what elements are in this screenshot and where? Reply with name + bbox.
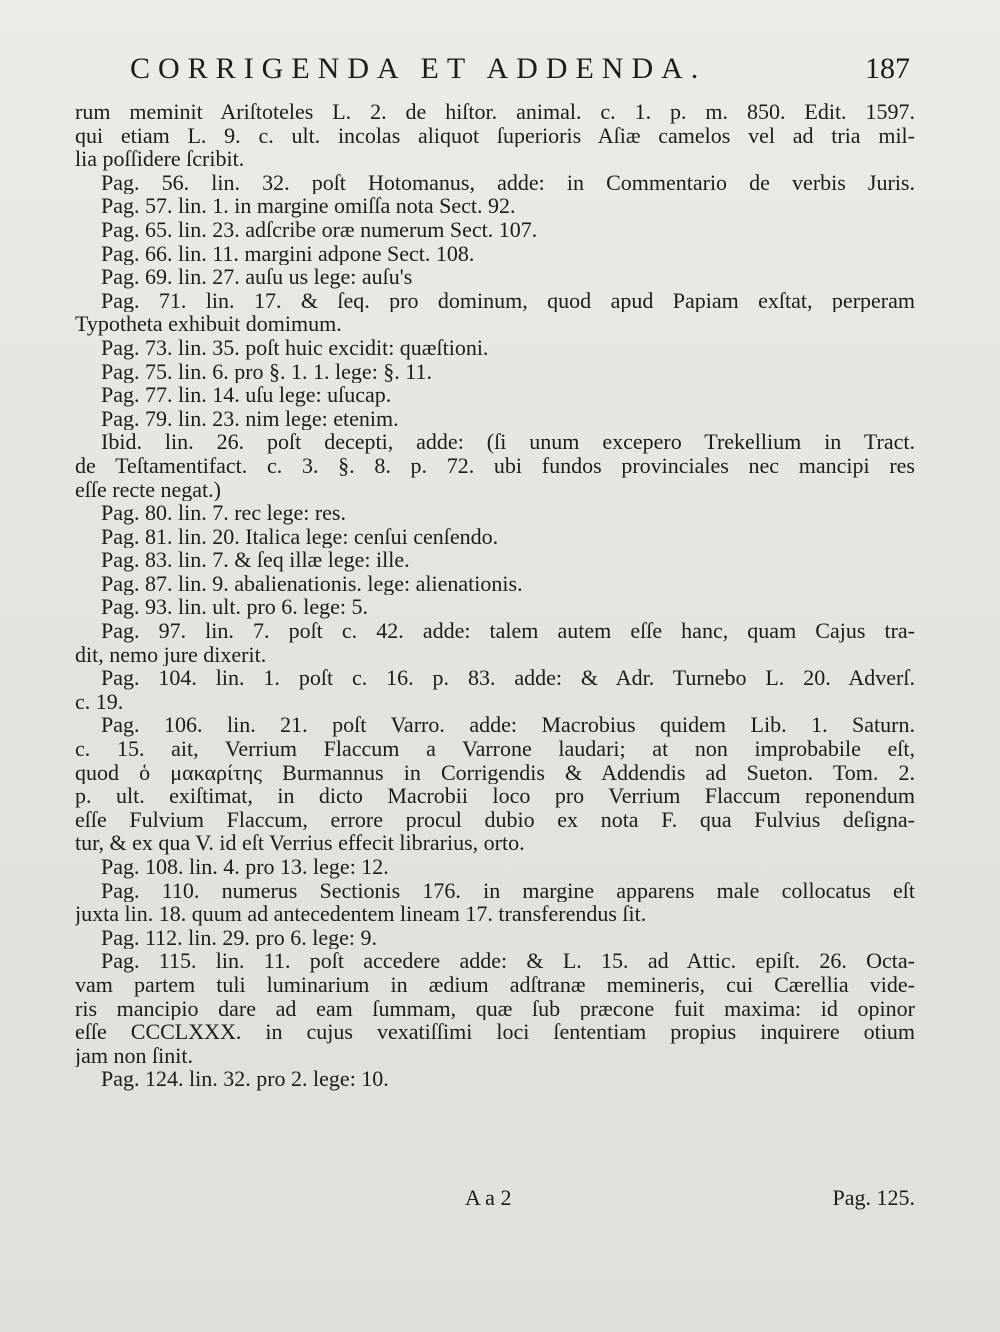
text-line: c. 19. — [75, 689, 124, 714]
text-line: Pag. 66. lin. 11. margini adpone Sect. 108. — [101, 241, 475, 266]
text-line: Typotheta exhibuit domimum. — [75, 312, 342, 336]
text-line: Pag. 108. lin. 4. pro 13. lege: 12. — [101, 855, 389, 879]
page-number: 187 — [865, 52, 910, 85]
text-line: Pag. 75. lin. 6. pro §. 1. 1. lege: §. 11. — [101, 359, 432, 384]
text-line: quod ὁ μακαρίτης Burmannus in Corrigendis & Addendis ad Sueton. Tom. 2. — [75, 760, 915, 785]
running-title: CORRIGENDA ET ADDENDA. — [130, 52, 707, 85]
text-line: eſſe CCCLXXX. in cujus vexatiſſimi loci ſententiam propius inquirere otium — [75, 1020, 915, 1044]
text-line: Pag. 71. lin. 17. & ſeq. pro dominum, quod apud Papiam exſtat, perperam — [101, 288, 915, 313]
text-line: de Teſtamentifact. c. 3. §. 8. p. 72. ubi fundos provinciales nec mancipi res — [75, 453, 915, 478]
text-line: Pag. 106. lin. 21. poſt Varro. adde: Macrobius quidem Lib. 1. Saturn. — [101, 713, 915, 738]
text-line: Pag. 79. lin. 23. nim lege: etenim. — [101, 406, 399, 431]
text-line: eſſe Fulvium Flaccum, errore procul dubio ex nota F. qua Fulvius deſigna- — [75, 807, 915, 832]
text-line: p. ult. exiſtimat, in dicto Macrobii loco pro Verrium Flaccum reponendum — [75, 784, 915, 808]
text-line: Pag. 65. lin. 23. adſcribe oræ numerum Sect. 107. — [101, 217, 538, 242]
text-line: vam partem tuli luminarium in ædium adſtranæ memineris, cui Cærellia vide- — [75, 972, 915, 997]
text-line: ris mancipio dare ad eam ſummam, quæ ſub præcone fuit maxima: id opinor — [75, 996, 915, 1021]
text-line: Pag. 110. numerus Sectionis 176. in margine apparens male collocatus eſt — [101, 878, 915, 903]
text-line: Pag. 115. lin. 11. poſt accedere adde: & L. 15. ad Attic. epiſt. 26. Octa- — [101, 949, 915, 973]
text-line: Pag. 83. lin. 7. & ſeq illæ lege: ille. — [101, 548, 410, 572]
text-line: Pag. 56. lin. 32. poſt Hotomanus, adde: in Commentario de verbis Juris. — [101, 170, 915, 195]
text-line: Pag. 80. lin. 7. rec lege: res. — [101, 501, 346, 525]
text-line: tur, & ex qua V. id eſt Verrius effecit librarius, orto. — [75, 831, 525, 855]
corrigenda-text — [75, 100, 915, 1091]
text-line: qui etiam L. 9. c. ult. incolas aliquot ſuperioris Aſiæ camelos vel ad tria mil- — [75, 123, 915, 148]
text-line: Pag. 77. lin. 14. uſu lege: uſucap. — [101, 383, 392, 407]
text-line: eſſe recte negat.) — [75, 477, 221, 502]
text-line: Pag. 112. lin. 29. pro 6. lege: 9. — [101, 925, 377, 950]
catchword: Pag. 125. — [832, 1185, 915, 1210]
text-line: juxta lin. 18. quum ad antecedentem lineam 17. transferendus ſit. — [75, 902, 647, 926]
signature-mark: A a 2 — [465, 1185, 512, 1210]
text-line: Pag. 124. lin. 32. pro 2. lege: 10. — [101, 1067, 389, 1091]
text-line: Pag. 57. lin. 1. in margine omiſſa nota Sect. 92. — [101, 194, 516, 218]
text-line: Pag. 97. lin. 7. poſt c. 42. adde: talem autem eſſe hanc, quam Cajus tra- — [101, 619, 915, 643]
text-line: jam non ſinit. — [75, 1043, 193, 1068]
text-line: Pag. 81. lin. 20. Italica lege: cenſui cenſendo. — [101, 524, 499, 549]
text-line: Pag. 73. lin. 35. poſt huic excidit: quæſtioni. — [101, 335, 489, 360]
text-line: Ibid. lin. 26. poſt decepti, adde: (ſi unum excepero Trekellium in Tract. — [101, 430, 915, 454]
text-line: Pag. 104. lin. 1. poſt c. 16. p. 83. adde: & Adr. Turnebo L. 20. Adverſ. — [101, 666, 915, 690]
text-line: Pag. 93. lin. ult. pro 6. lege: 5. — [101, 595, 369, 620]
text-line: Pag. 69. lin. 27. auſu us lege: auſu's — [101, 265, 413, 289]
text-line: rum meminit Ariſtoteles L. 2. de hiſtor. animal. c. 1. p. m. 850. Edit. 1597. — [75, 100, 915, 124]
page-header — [130, 52, 910, 92]
text-line: Pag. 87. lin. 9. abalienationis. lege: alienationis. — [101, 571, 523, 596]
page-footer — [75, 1185, 915, 1215]
text-line: lia poſſidere ſcribit. — [75, 147, 245, 171]
text-line: dit, nemo jure dixerit. — [75, 642, 267, 667]
text-line: c. 15. ait, Verrium Flaccum a Varrone laudari; at non improbabile eſt, — [75, 737, 915, 761]
